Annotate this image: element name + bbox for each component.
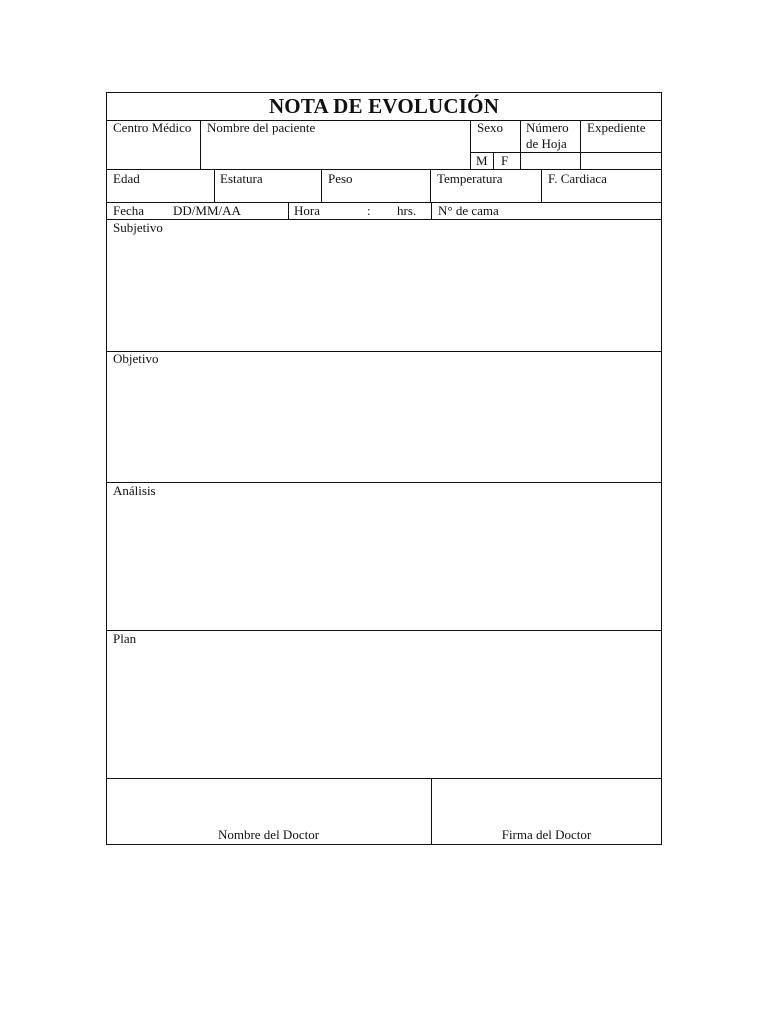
hrs-label: hrs. <box>397 203 417 218</box>
hora-separator: : <box>367 203 371 218</box>
border-right <box>661 92 662 845</box>
edad-label: Edad <box>113 171 140 186</box>
firma-doctor-label: Firma del Doctor <box>501 827 592 842</box>
divider-r2-a <box>214 169 215 202</box>
objetivo-label: Objetivo <box>113 351 159 366</box>
divider-r2-c <box>430 169 431 202</box>
hora-label: Hora <box>294 203 320 218</box>
divider-r1-d <box>580 120 581 169</box>
analisis-area[interactable] <box>107 483 661 630</box>
subjetivo-label: Subjetivo <box>113 220 163 235</box>
fecha-format: DD/MM/AA <box>173 203 241 218</box>
sexo-label: Sexo <box>477 120 503 135</box>
plan-label: Plan <box>113 631 137 646</box>
divider-r3-b <box>431 202 432 219</box>
estatura-label: Estatura <box>220 171 263 186</box>
evolution-note-form <box>106 92 662 845</box>
fecha-label: Fecha <box>113 203 145 218</box>
f-cardiaca-label: F. Cardiaca <box>548 171 607 186</box>
divider-sexo-mf <box>493 152 494 169</box>
divider-r1-b <box>470 120 471 169</box>
divider-r1-c <box>520 120 521 169</box>
divider-r1-a <box>200 120 201 169</box>
sexo-f-option[interactable]: F <box>501 153 509 168</box>
objetivo-area[interactable] <box>107 352 661 482</box>
nombre-doctor-label: Nombre del Doctor <box>217 827 320 842</box>
centro-medico-label: Centro Médico <box>113 120 192 135</box>
subjetivo-area[interactable] <box>107 220 661 351</box>
divider-row1 <box>106 169 662 170</box>
expediente-label: Expediente <box>587 120 646 135</box>
numero-hoja-label: Número de Hoja <box>526 120 569 151</box>
sexo-m-option[interactable]: M <box>476 153 488 168</box>
border-bottom <box>106 844 662 845</box>
divider-r3-a <box>288 202 289 219</box>
divider-r2-b <box>321 169 322 202</box>
temperatura-label: Temperatura <box>437 171 503 186</box>
divider-r2-d <box>541 169 542 202</box>
plan-area[interactable] <box>107 631 661 778</box>
analisis-label: Análisis <box>113 483 156 498</box>
nombre-paciente-label: Nombre del paciente <box>207 120 316 135</box>
form-title: NOTA DE EVOLUCIÓN <box>268 94 500 118</box>
divider-sexo-sub <box>470 152 661 153</box>
cama-label: N° de cama <box>438 203 499 218</box>
peso-label: Peso <box>328 171 353 186</box>
